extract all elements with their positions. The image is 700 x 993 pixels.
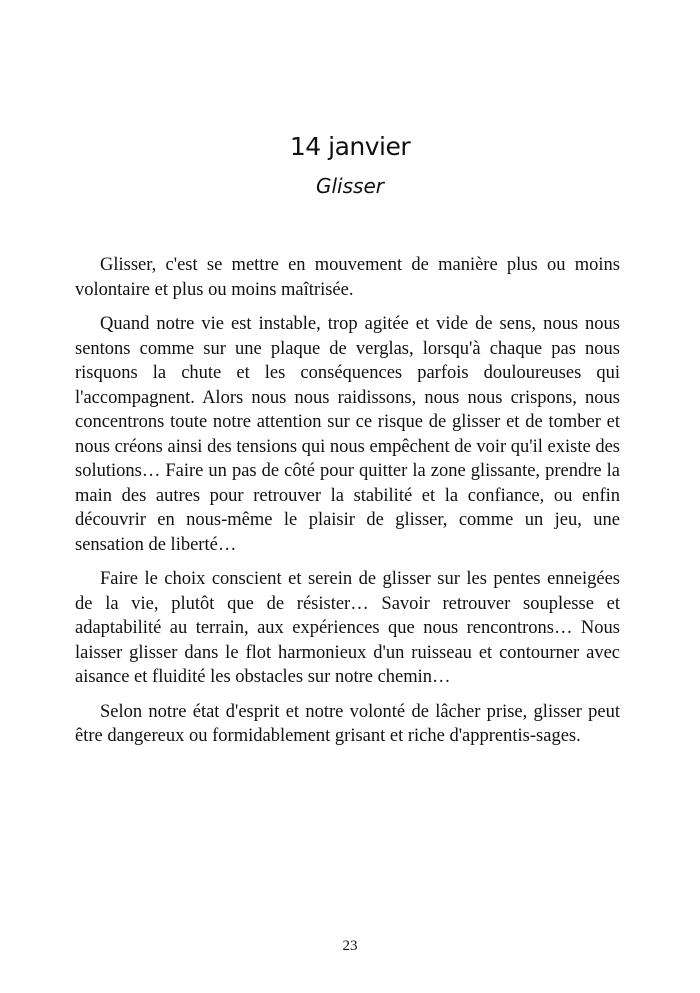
page-title: 14 janvier bbox=[289, 132, 411, 161]
page-number: 23 bbox=[342, 938, 358, 954]
page-subtitle: Glisser bbox=[316, 174, 384, 198]
paragraph-2: Quand notre vie est instable, trop agitée et vide de sens, nous nous sentons comme sur une plaque de verglas, lorsqu'à chaque pas nous risquons la chute et les conséquences parfois douloureuses qui l'accompagnent. Alors nous nous raidissons, nous nous crispons, nous concentrons toute notre attention sur ce risque de glisser et de tomber et nous créons ainsi des tensions qui nous empêchent de voir qu'il existe des solutions… Faire un pas de côté pour quitter la zone glissante, prendre la main des autres pour retrouver la stabilité et la confiance, ou enfin découvrir en nous-même le plaisir de glisser, comme un jeu, une sensation de liberté… bbox=[75, 314, 620, 555]
body-text bbox=[75, 253, 620, 759]
paragraph-3: Faire le choix conscient et serein de glisser sur les pentes enneigées de la vie, plutôt que de résister… Savoir retrouver souplesse et adaptabilité au terrain, aux expériences que nous rencontrons… Nous laisser glisser dans le flot harmonieux d'un ruisseau et contourner avec aisance et fluidité les obstacles sur notre chemin… bbox=[75, 569, 620, 687]
paragraph-4: Selon notre état d'esprit et notre volonté de lâcher prise, glisser peut être dangereux ou formidablement grisant et riche d'apprentis-sages. bbox=[75, 701, 620, 746]
paragraph-1: Glisser, c'est se mettre en mouvement de manière plus ou moins volontaire et plus ou moins maîtrisée. bbox=[75, 255, 620, 300]
